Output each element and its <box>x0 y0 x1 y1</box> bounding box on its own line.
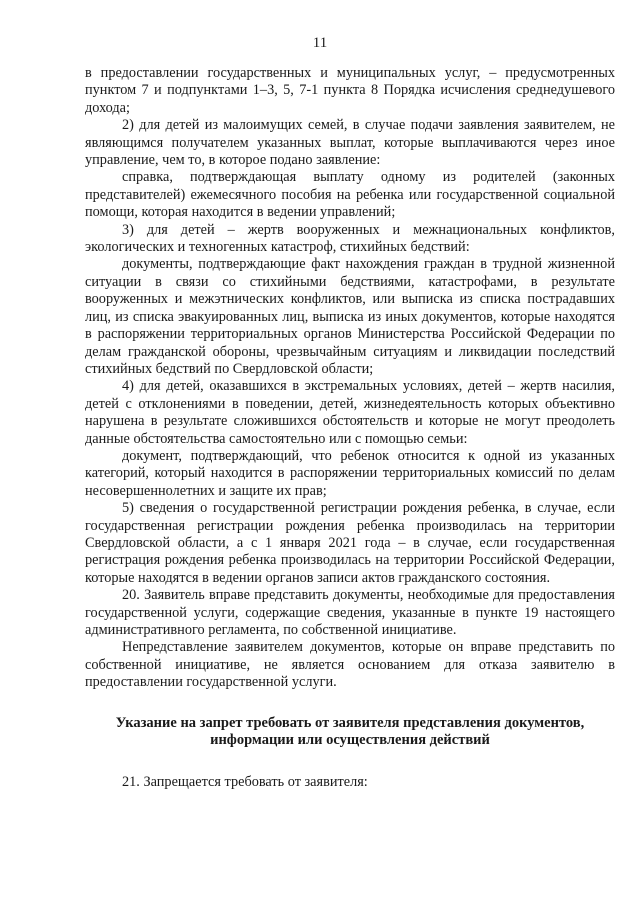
paragraph-item-5: 5) сведения о государственной регистрации рождения ребенка, в случае, если государственная регистрации рождения ребенка производилась на территории Свердловской области, а с 1 января 2021 года – в случае, если государственная регистрация рождения ребенка производилась на территории Российской Федерации, которые находятся в ведении органов записи актов гражданского состояния. <box>85 500 615 586</box>
paragraph-item-4-doc: документ, подтверждающий, что ребенок относится к одной из указанных категорий, который находится в распоряжении территориальных комиссий по делам несовершеннолетних и защите их прав; <box>85 447 615 499</box>
paragraph-clause-21: 21. Запрещается требовать от заявителя: <box>122 773 368 790</box>
paragraph-item-2: 2) для детей из малоимущих семей, в случае подачи заявления заявителем, не являющимся получателем указанных выплат, которые выплачиваются через иное управление, чем то, в которое подано заявление: <box>85 117 615 169</box>
paragraph-item-3-doc: документы, подтверждающие факт нахождения граждан в трудной жизненной ситуации в связи со стихийными бедствиями, катастрофами, в результате вооруженных и межэтнических конфликтов, или выписка из списка пострадавших лиц, из списка эвакуированных лиц, выписка из иных документов, которые находятся в распоряжении территориальных органов Министерства Российской Федерации по делам гражданской обороны, чрезвычайным ситуациям и ликвидации последствий стихийных бедствий по Свердловской области; <box>85 256 615 377</box>
paragraph-continuation: в предоставлении государственных и муниципальных услуг, – предусмотренных пунктом 7 и подпунктами 1–3, 5, 7-1 пункта 8 Порядка исчисления среднедушевого дохода; <box>85 65 615 116</box>
paragraph-item-3: 3) для детей – жертв вооруженных и межнациональных конфликтов, экологических и техногенных катастроф, стихийных бедствий: <box>85 221 615 256</box>
paragraph-item-4: 4) для детей, оказавшихся в экстремальных условиях, детей – жертв насилия, детей с отклонениями в поведении, детей, жизнедеятельность которых объективно нарушена в результате сложившихся обстоятельств и которые не могут преодолеть данные обстоятельства самостоятельно или с помощью семьи: <box>85 378 615 447</box>
page-number: 11 <box>312 35 328 51</box>
paragraph-non-submission: Непредставление заявителем документов, которые он вправе представить по собственной инициативе, не является основанием для отказа заявителю в предоставлении государственной услуги. <box>85 639 615 691</box>
document-body <box>85 65 615 791</box>
paragraph-clause-20: 20. Заявитель вправе представить документы, необходимые для предоставления государственной услуги, содержащие сведения, указанные в пункте 19 настоящего административного регламента, по собственной инициативе. <box>85 587 615 638</box>
section-heading: Указание на запрет требовать от заявителя представления документов, информации или осуществления действий <box>115 714 585 749</box>
paragraph-item-2-doc: справка, подтверждающая выплату одному из родителей (законных представителей) ежемесячного пособия на ребенка или государственной социальной помощи, которая находится в ведении управлений; <box>85 169 615 221</box>
